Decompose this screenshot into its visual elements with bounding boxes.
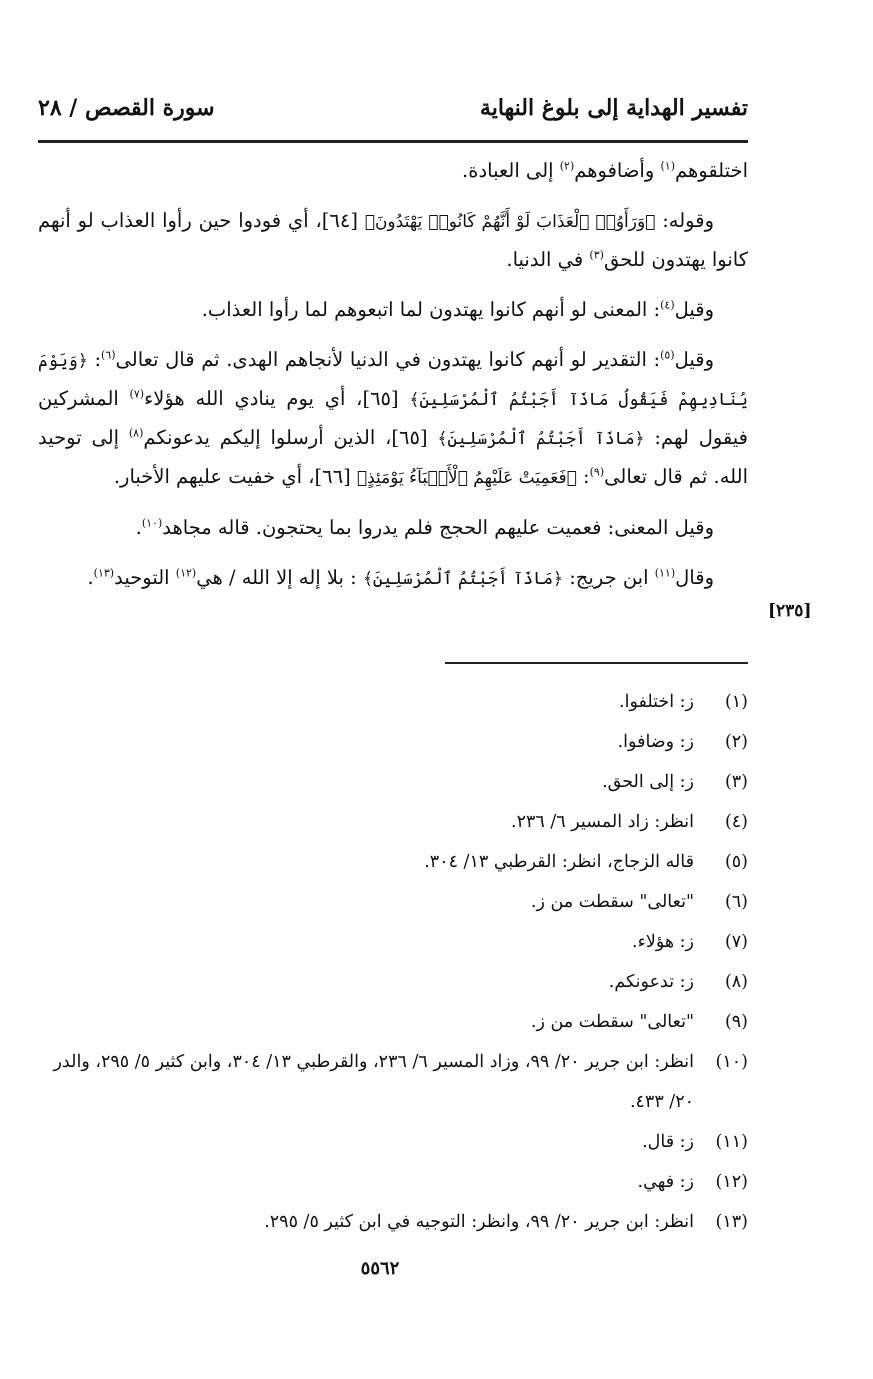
footnote-text: ز: تدعونكم. bbox=[608, 972, 694, 992]
footnotes-list bbox=[38, 682, 748, 1242]
footnote-item bbox=[38, 802, 748, 842]
footnote-text: انظر: زاد المسير ٦/ ٢٣٦. bbox=[511, 812, 694, 832]
footnote-number: (٩) bbox=[724, 1012, 748, 1032]
footnote-item bbox=[38, 1042, 748, 1122]
main-text bbox=[38, 152, 748, 610]
quran-verse: ﴿وَيَوْمَ يُنَادِيهِمْ فَيَقُولُ مَاذَآ أَجَبْتُمُ ٱلْمُرْسَلِينَ﴾ bbox=[38, 351, 749, 410]
footnote-number: (٦) bbox=[724, 892, 748, 912]
footnote-text: انظر: ابن جرير ٢٠/ ٩٩، وانظر: التوجيه في ابن كثير ٥/ ٢٩٥. bbox=[264, 1212, 694, 1232]
footnote-number: (٤) bbox=[724, 812, 748, 832]
quran-verse: ﴿وَرَأَوُا۟ ٱلْعَذَابَ لَوْ أَنَّهُمْ كَانُوا۟ يَهْتَدُونَ﴾ bbox=[364, 212, 656, 232]
paragraph-5: وقيل المعنى: فعميت عليهم الحجج فلم يدروا بما يحتجون. قاله مجاهد$^{(١٠)}$. bbox=[135, 516, 714, 539]
footnote-item bbox=[38, 722, 748, 762]
header-divider bbox=[38, 140, 748, 143]
paragraph-1: اختلقوهم$^{(١)}$ وأضافوهم$^{(٢)}$ إلى العبادة. bbox=[462, 159, 748, 182]
paragraph-2: وقوله: ﴿وَرَأَوُا۟ ٱلْعَذَابَ لَوْ أَنَّهُمْ كَانُوا۟ يَهْتَدُونَ﴾ [٦٤]، أي فودوا حين رأوا العذاب لو أنهم كانوا يهتدون للحق$^{(٣)}$ في الدنيا. bbox=[38, 209, 748, 271]
footnote-number: (٢) bbox=[724, 732, 748, 752]
footnote-text: ز: وضافوا. bbox=[617, 732, 694, 752]
footnote-text: ز: اختلفوا. bbox=[619, 692, 694, 712]
footnote-number: (٣) bbox=[724, 772, 748, 792]
footnote-number: (٨) bbox=[724, 972, 748, 992]
paragraph-3: وقيل$^{(٤)}$: المعنى لو أنهم كانوا يهتدون لما اتبعوهم لما رأوا العذاب. bbox=[201, 298, 714, 321]
footnote-item bbox=[38, 922, 748, 962]
footnote-item bbox=[38, 1122, 748, 1162]
footnote-text: قاله الزجاج، انظر: القرطبي ١٣/ ٣٠٤. bbox=[424, 852, 694, 872]
footnote-item bbox=[38, 1162, 748, 1202]
footnote-number: (٧) bbox=[724, 932, 748, 952]
quran-verse: ﴿فَعَمِيَتْ عَلَيْهِمُ ٱلْأَنۢبَآءُ يَوْمَئِذٍ﴾ bbox=[356, 468, 577, 488]
running-header bbox=[38, 95, 748, 135]
paragraph-6: وقال$^{(١١)}$ ابن جريج: ﴿مَاذَآ أَجَبْتُمُ ٱلْمُرْسَلِينَ﴾ : بلا إله إلا الله / هي$^{(١٢)}$ التوحيد$^{(١٣)}$. bbox=[87, 566, 714, 589]
footnote-number: (٥) bbox=[724, 852, 748, 872]
manuscript-folio-marker: [٢٣٥] bbox=[768, 601, 812, 621]
footnote-number: (١٢) bbox=[715, 1172, 748, 1192]
paragraph-4: وقيل$^{(٥)}$: التقدير لو أنهم كانوا يهتدون في الدنيا لأنجاهم الهدى. ثم قال تعالى$^{(٦)}$: ﴿وَيَوْمَ يُنَادِيهِمْ فَيَقُولُ مَاذَآ أَجَبْتُمُ ٱلْمُرْسَلِينَ﴾ [٦٥]، أي يوم ينادي الله هؤلاء$^{(٧)}$ المشركين فيقول لهم: ﴿مَاذَآ أَجَبْتُمُ ٱلْمُرْسَلِينَ﴾ [٦٥]، الذين أرسلوا إليكم يدعونكم$^{(٨)}$ إلى توحيد الله. ثم قال تعالى$^{(٩)}$: ﴿فَعَمِيَتْ عَلَيْهِمُ ٱلْأَنۢبَآءُ يَوْمَئِذٍ﴾ [٦٦]، أي خفيت عليهم الأخبار. bbox=[38, 348, 749, 488]
footnote-number: (١) bbox=[724, 692, 748, 712]
quran-verse: ﴿مَاذَآ أَجَبْتُمُ ٱلْمُرْسَلِينَ﴾ bbox=[362, 569, 564, 589]
footnote-text: انظر: ابن جرير ٢٠/ ٩٩، وزاد المسير ٦/ ٢٣٦، والقرطبي ١٣/ ٣٠٤، وابن كثير ٥/ ٢٩٥، والدر ٢٠/ ٤٣٣. bbox=[53, 1052, 694, 1112]
footnote-text: "تعالى" سقطت من ز. bbox=[530, 892, 694, 912]
footnote-item bbox=[38, 882, 748, 922]
page-number: ٥٥٦٢ bbox=[360, 1258, 400, 1279]
footnote-number: (١٣) bbox=[715, 1212, 748, 1232]
footnote-text: ز: هؤلاء. bbox=[632, 932, 694, 952]
footnote-divider bbox=[445, 662, 748, 664]
footnote-text: ز: إلى الحق. bbox=[602, 772, 694, 792]
footnote-text: ز: فهي. bbox=[637, 1172, 694, 1192]
footnote-item bbox=[38, 842, 748, 882]
surah-info: سورة القصص / ٢٨ bbox=[38, 95, 215, 121]
footnote-item bbox=[38, 1002, 748, 1042]
footnote-item bbox=[38, 762, 748, 802]
book-title: تفسير الهداية إلى بلوغ النهاية bbox=[479, 95, 748, 121]
quran-verse: ﴿مَاذَآ أَجَبْتُمُ ٱلْمُرْسَلِينَ﴾ bbox=[437, 429, 645, 449]
footnote-item bbox=[38, 962, 748, 1002]
footnote-number: (١١) bbox=[715, 1132, 748, 1152]
footnote-item bbox=[38, 1202, 748, 1242]
footnote-text: ز: قال. bbox=[642, 1132, 694, 1152]
footnote-item bbox=[38, 682, 748, 722]
footnote-text: "تعالى" سقطت من ز. bbox=[530, 1012, 694, 1032]
footnote-number: (١٠) bbox=[715, 1052, 748, 1072]
